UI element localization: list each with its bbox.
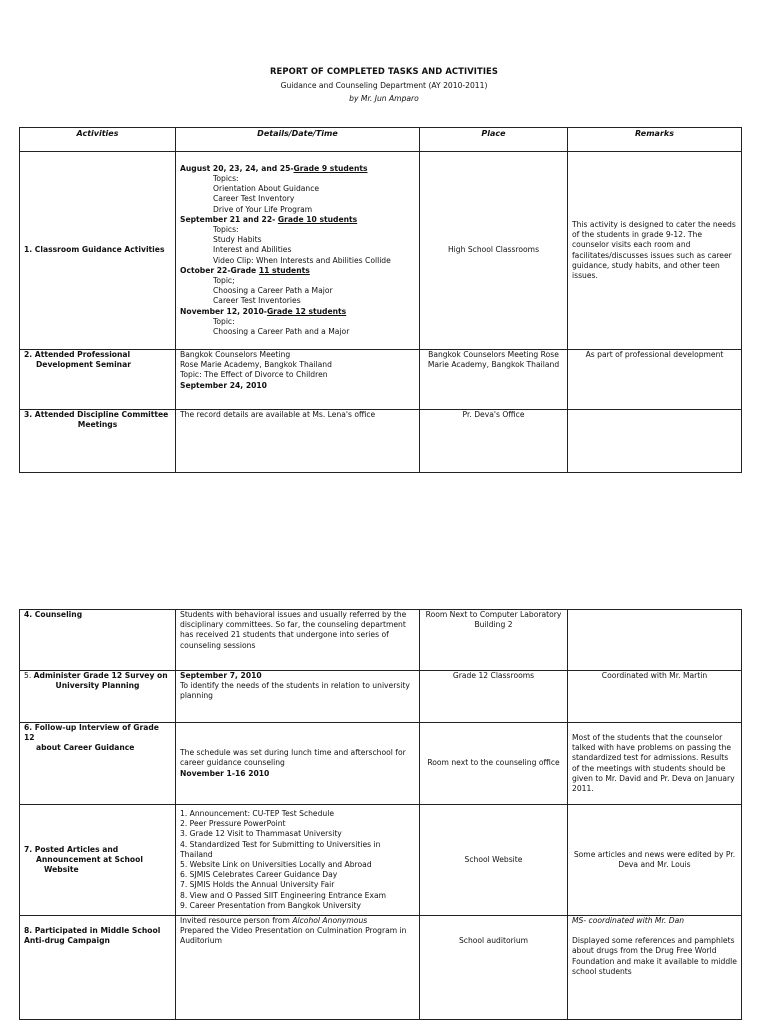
activity-cell [20,410,176,473]
remarks-cell [568,723,742,805]
detail-line: To identify the needs of the students in relation to university planning [180,681,410,701]
detail-item: Career Test Inventory [213,194,295,204]
activity-cell [20,805,176,916]
article-item: 5. Website Link on Universities Locally and Abroad [180,860,372,869]
details-cell [176,723,420,805]
details-cell [176,916,420,1020]
place-cell [420,916,568,1020]
table-row [20,805,742,916]
detail-grade: Grade 12 students [266,306,347,316]
detail-line: Rose Marie Academy, Bangkok Thailand [180,360,332,370]
col-header-place: Place [420,128,568,152]
place-cell [420,805,568,916]
detail-item: Drive of Your Life Program [213,204,313,214]
activity-label: 1. Classroom Guidance Activities [24,245,165,255]
tasks-table-page1 [19,127,742,473]
table-row [20,610,742,671]
detail-line: Students with behavioral issues and usually referred by the disciplinary committees. So far, the counseling department has received 21 students that undergone into series of counseling sessions [180,610,407,650]
table-row [20,723,742,805]
remarks-cell [568,805,742,916]
remarks-cell [568,610,742,671]
place-text: Room Next to Computer Laboratory Building 2 [425,610,562,630]
article-item: 9. Career Presentation from Bangkok University [180,900,362,910]
detail-item: Career Test Inventories [213,296,301,306]
details-cell [176,610,420,671]
article-item: 7. SJMIS Holds the Annual University Fair [180,880,335,890]
article-item: 1. Announcement: CU-TEP Test Schedule [180,808,335,818]
detail-item: Topic; [213,276,235,285]
details-cell [176,805,420,916]
detail-item: Study Habits [213,235,262,245]
activity-cell [20,723,176,805]
remarks-cell [568,152,742,350]
activity-label: Development Seminar [36,360,131,370]
place-cell [420,350,568,410]
remarks-cell [568,350,742,410]
place-text: Grade 12 Classrooms [452,671,535,680]
activity-cell [20,152,176,350]
article-item: 6. SJMIS Celebrates Career Guidance Day [180,870,338,880]
detail-line: Prepared the Video Presentation on Culmination Program in Auditorium [180,926,407,946]
remarks-text: Some articles and news were edited by Pr. Deva and Mr. Louis [573,849,736,869]
report-subtitle: Guidance and Counseling Department (AY 2010-2011) [280,81,488,90]
place-text: School auditorium [458,936,529,945]
activity-label: 2. Attended Professional [24,350,131,359]
place-text: Pr. Deva's Office [462,410,525,419]
table-header-row [20,128,742,152]
col-header-activities: Activities [20,128,176,152]
place-cell [420,723,568,805]
col-header-details: Details/Date/Time [176,128,420,152]
activity-label: about Career Guidance [36,743,135,753]
detail-date [180,215,415,225]
activity-cell [20,671,176,723]
activity-cell [20,916,176,1020]
detail-line: Bangkok Counselors Meeting [180,350,291,359]
details-cell [176,350,420,410]
article-item: 4. Standardized Test for Submitting to Universities in Thailand [180,839,381,859]
detail-item: Topic: [213,316,235,326]
detail-line: Topic: The Effect of Divorce to Children [180,370,328,380]
remarks-text: Coordinated with Mr. Martin [601,671,708,680]
activity-label: 6. Follow-up Interview of Grade 12 [24,723,159,743]
detail-grade: Grade 10 students [277,214,358,224]
activity-label: 3. Attended Discipline Committee [24,410,169,419]
detail-date-text: October 22-Grade [180,265,259,275]
detail-item: Topics: [213,173,239,183]
detail-line: Invited resource person from [180,916,293,925]
detail-item: Choosing a Career Path a Major [213,286,333,296]
details-cell [176,671,420,723]
detail-italic: Alcohol Anonymous [292,916,368,925]
remarks-text: This activity is designed to cater the needs of the students in grade 9-12. The counselor visits each room and facilitates/discusses issues such as career guidance, study habits, and other teen issues. [572,219,736,280]
remarks-cell [568,916,742,1020]
detail-item: Choosing a Career Path and a Major [213,327,350,337]
article-item: 3. Grade 12 Visit to Thammasat University [180,829,342,839]
activity-label: Announcement at School [36,854,143,864]
detail-line: The schedule was set during lunch time and afterschool for career guidance counseling [180,748,406,768]
detail-item: Topics: [213,224,239,234]
details-cell [176,152,420,350]
activity-number: 5. [24,671,32,680]
detail-date: November 1-16 2010 [180,768,270,778]
remarks-text: Displayed some references and pamphlets about drugs from the Drug Free World Foundation and make it available to middle school students [572,936,737,976]
place-text: Room next to the counseling office [427,758,560,768]
place-text: Bangkok Counselors Meeting Rose Marie Academy, Bangkok Thailand [427,350,560,370]
table-row [20,350,742,410]
tasks-table-page2 [19,609,742,1020]
activity-label: 7. Posted Articles and [24,844,119,854]
activity-cell [20,610,176,671]
activity-label: Administer Grade 12 Survey on [33,671,168,680]
place-cell [420,410,568,473]
detail-date [180,164,415,174]
article-item: 8. View and O Passed SIIT Engineering Entrance Exam [180,890,387,900]
detail-date-text: November 12, 2010- [180,306,267,316]
activity-cell [20,350,176,410]
place-cell [420,610,568,671]
remarks-cell [568,671,742,723]
table-row [20,410,742,473]
place-cell [420,152,568,350]
remarks-text: MS- coordinated with Mr. Dan [572,916,685,925]
activity-label: Website [44,865,79,875]
activity-label: University Planning [55,681,140,691]
article-item: 2. Peer Pressure PowerPoint [180,819,286,829]
report-title: REPORT OF COMPLETED TASKS AND ACTIVITIES [270,66,498,76]
place-text: High School Classrooms [447,245,540,255]
detail-date [180,307,415,317]
detail-date: September 24, 2010 [180,380,267,390]
remarks-text: Most of the students that the counselor talked with have problems on passing the standardized test for admissions. Results of the meetings with students should be given to Mr. David and Pr. Deva on January 2011. [572,732,735,793]
table-row [20,671,742,723]
place-text: School Website [464,854,523,864]
table-row [20,916,742,1020]
detail-item: Interest and Abilities [213,245,292,255]
activity-label: Meetings [77,420,118,430]
detail-item: Video Clip: When Interests and Abilities Collide [213,255,391,265]
place-cell [420,671,568,723]
remarks-cell [568,410,742,473]
detail-item: Orientation About Guidance [213,184,320,194]
detail-date [180,266,415,276]
detail-date-text: September 21 and 22- [180,214,278,224]
detail-line: The record details are available at Ms. Lena's office [180,410,376,419]
detail-grade: 11 students [258,265,310,275]
activity-label: Anti-drug Campaign [24,936,110,946]
detail-grade: Grade 9 students [293,163,368,173]
col-header-remarks: Remarks [568,128,742,152]
detail-date-text: August 20, 23, 24, and 25- [180,163,294,173]
detail-date: September 7, 2010 [180,671,262,680]
activity-label: 4. Counseling [24,610,83,619]
table-row [20,152,742,350]
report-author: by Mr. Jun Amparo [349,94,419,103]
activity-label: 8. Participated in Middle School [24,926,161,935]
details-cell [176,410,420,473]
remarks-text: As part of professional development [585,350,724,359]
